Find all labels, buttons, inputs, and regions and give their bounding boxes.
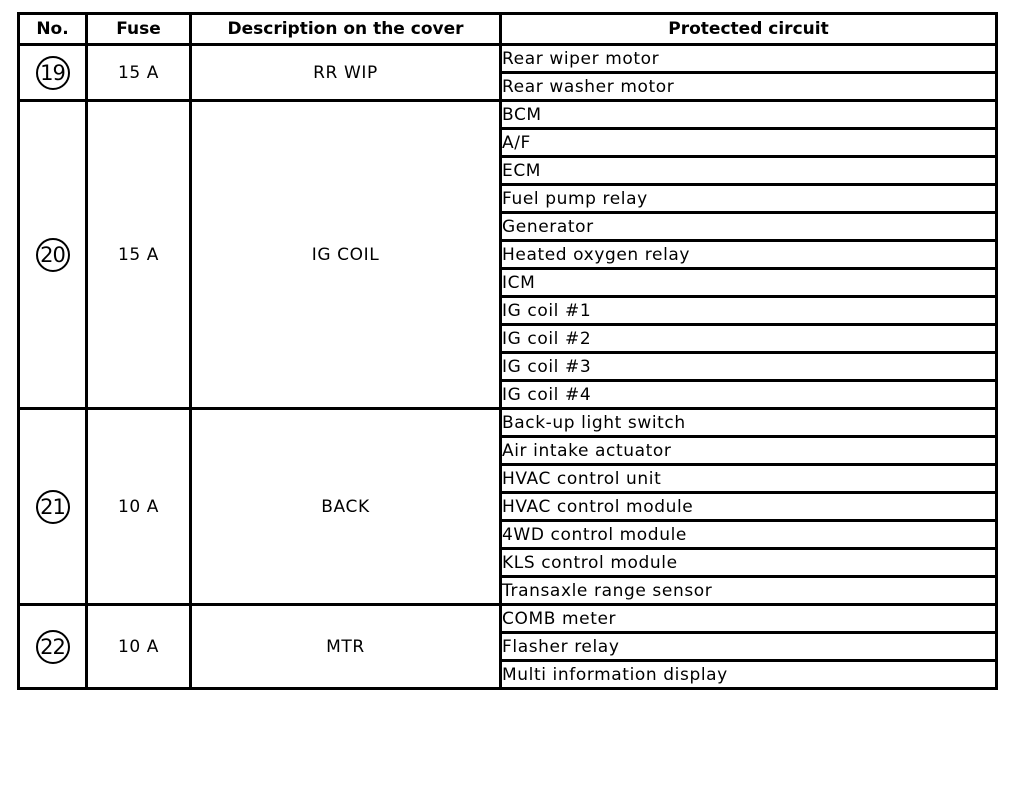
header-description: Description on the cover xyxy=(191,14,501,45)
cover-description-cell xyxy=(191,101,501,409)
fuse-rating: 15 A xyxy=(117,244,160,265)
fuse-table-body xyxy=(19,45,997,689)
fuse-number-badge: 20 xyxy=(36,238,70,272)
protected-circuit-cell: KLS control module xyxy=(501,549,997,577)
fuse-rating: 10 A xyxy=(117,636,160,657)
fuse-rating-cell xyxy=(87,605,191,689)
fuse-number-badge: 21 xyxy=(36,490,70,524)
protected-circuit-cell: Flasher relay xyxy=(501,633,997,661)
cover-description: BACK xyxy=(321,496,370,517)
cover-description: MTR xyxy=(326,636,365,657)
protected-circuit-cell: Rear wiper motor xyxy=(501,45,997,73)
protected-circuit-cell: ECM xyxy=(501,157,997,185)
protected-circuit-cell: Fuel pump relay xyxy=(501,185,997,213)
protected-circuit-cell: 4WD control module xyxy=(501,521,997,549)
protected-circuit-cell: BCM xyxy=(501,101,997,129)
header-fuse: Fuse xyxy=(87,14,191,45)
table-row xyxy=(19,101,997,129)
protected-circuit-cell: IG coil #3 xyxy=(501,353,997,381)
protected-circuit-cell: A/F xyxy=(501,129,997,157)
protected-circuit-cell: IG coil #4 xyxy=(501,381,997,409)
cover-description: RR WIP xyxy=(313,62,378,83)
protected-circuit-cell: Air intake actuator xyxy=(501,437,997,465)
fuse-number-cell xyxy=(19,605,87,689)
fuse-number-badge: 22 xyxy=(36,630,70,664)
fuse-rating-cell xyxy=(87,409,191,605)
cover-description-cell xyxy=(191,605,501,689)
header-no: No. xyxy=(19,14,87,45)
protected-circuit-cell: IG coil #1 xyxy=(501,297,997,325)
protected-circuit-cell: HVAC control unit xyxy=(501,465,997,493)
fuse-rating: 10 A xyxy=(117,496,160,517)
header-circuit: Protected circuit xyxy=(501,14,997,45)
fuse-table xyxy=(17,12,998,690)
protected-circuit-cell: Multi information display xyxy=(501,661,997,689)
header-row xyxy=(19,14,997,45)
table-row xyxy=(19,409,997,437)
fuse-rating: 15 A xyxy=(117,62,160,83)
protected-circuit-cell: IG coil #2 xyxy=(501,325,997,353)
fuse-rating-cell xyxy=(87,101,191,409)
protected-circuit-cell: HVAC control module xyxy=(501,493,997,521)
table-row xyxy=(19,605,997,633)
fuse-number-cell xyxy=(19,101,87,409)
protected-circuit-cell: ICM xyxy=(501,269,997,297)
fuse-table-sheet xyxy=(17,12,995,690)
cover-description-cell xyxy=(191,409,501,605)
protected-circuit-cell: Transaxle range sensor xyxy=(501,577,997,605)
protected-circuit-cell: Rear washer motor xyxy=(501,73,997,101)
protected-circuit-cell: Generator xyxy=(501,213,997,241)
protected-circuit-cell: Heated oxygen relay xyxy=(501,241,997,269)
fuse-number-badge: 19 xyxy=(36,56,70,90)
fuse-number-cell xyxy=(19,45,87,101)
protected-circuit-cell: COMB meter xyxy=(501,605,997,633)
fuse-number-cell xyxy=(19,409,87,605)
fuse-rating-cell xyxy=(87,45,191,101)
cover-description-cell xyxy=(191,45,501,101)
cover-description: IG COIL xyxy=(311,244,380,265)
table-row xyxy=(19,45,997,73)
protected-circuit-cell: Back-up light switch xyxy=(501,409,997,437)
